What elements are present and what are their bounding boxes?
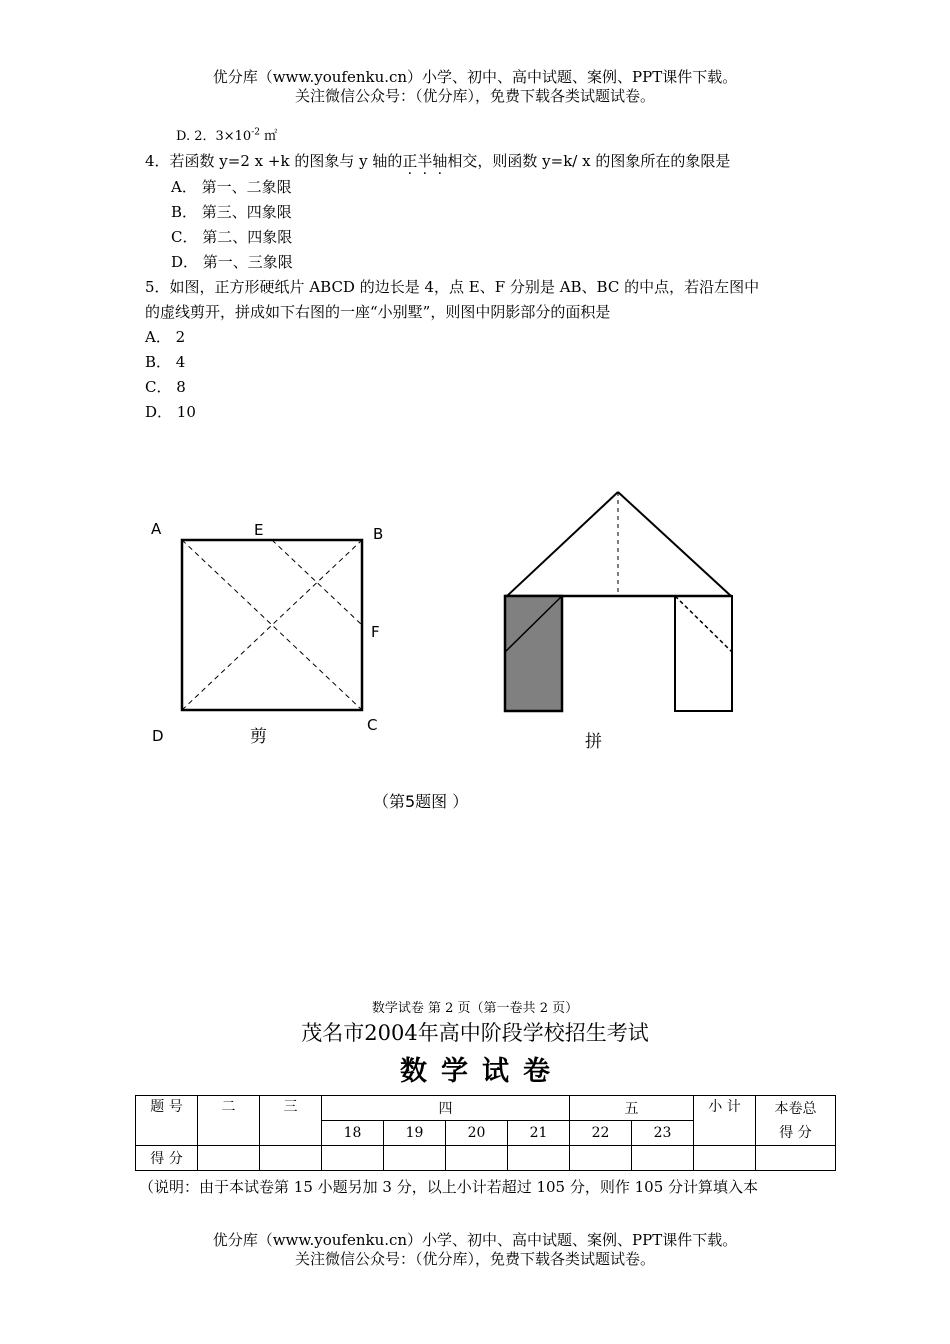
q5-option-a: A． 2: [145, 328, 186, 346]
score-cell[interactable]: [198, 1146, 260, 1171]
right-wall: [675, 596, 732, 711]
header-line-2: 关注微信公众号：（优分库），免费下载各类试题试卷。: [294, 87, 655, 105]
score-note: （说明：由于本试卷第 15 小题另加 3 分，以上小计若超过 105 分，则作 105 分计算填入本: [139, 1178, 759, 1196]
score-cell[interactable]: [508, 1146, 570, 1171]
q4-option-c: C． 第二、四象限: [171, 228, 293, 246]
question-number-cell: 19: [384, 1121, 446, 1146]
label-f: F: [371, 623, 380, 641]
header-total-line-2: 得 分: [779, 1124, 812, 1141]
question-5-line-2: 的虚线剪开，拼成如下右图的一座“小别墅”，则图中阴影部分的面积是: [145, 303, 611, 321]
header-line-1: 优分库（www.youfenku.cn）小学、初中、高中试题、案例、PPT课件下载。: [212, 68, 738, 86]
q3-option-d: [176, 128, 277, 146]
score-cell[interactable]: [570, 1146, 632, 1171]
q4-emphasis-char: 轴: [432, 152, 448, 170]
exam-subject: 数学试卷: [400, 1056, 564, 1087]
q3-unit: ㎡: [264, 129, 278, 144]
score-cell[interactable]: [322, 1146, 384, 1171]
roof-left: [507, 492, 618, 596]
question-5-line-1: 5．如图，正方形硬纸片 ABCD 的边长是 4，点 E、F 分别是 AB、BC 的中点，若沿左图中: [145, 278, 760, 296]
score-table: [135, 1095, 836, 1171]
q5-option-d: D． 10: [145, 403, 196, 421]
score-cell[interactable]: [260, 1146, 322, 1171]
header-part-4: 四: [322, 1096, 570, 1121]
label-c: C: [367, 716, 378, 734]
q5-option-b: B． 4: [145, 353, 186, 371]
score-row-label: 得 分: [136, 1146, 198, 1171]
score-cell[interactable]: [446, 1146, 508, 1171]
q4-option-d: D． 第一、三象限: [171, 253, 293, 271]
caption-cut: 剪: [250, 727, 267, 747]
question-4-stem: [145, 152, 730, 170]
header-part-3: 三: [260, 1096, 322, 1146]
q4-emphasis-char: 半: [417, 152, 433, 170]
header-part-5: 五: [570, 1096, 694, 1121]
question-number-cell: 21: [508, 1121, 570, 1146]
header-total-line-1: 本卷总: [774, 1100, 817, 1117]
right-wall-dash: [675, 596, 732, 652]
page-number-line: 数学试卷 第 2 页（第一卷共 2 页）: [371, 1001, 579, 1016]
exam-title: 茂名市2004年高中阶段学校招生考试: [301, 1021, 649, 1045]
question-number-cell: 23: [632, 1121, 694, 1146]
q4-option-a: A． 第一、二象限: [171, 178, 292, 196]
q3-option-d-text: D. 2．3×10: [176, 129, 252, 144]
question-number-cell: 20: [446, 1121, 508, 1146]
figure-caption: （第5题图 ）: [373, 792, 469, 811]
question-number-cell: 22: [570, 1121, 632, 1146]
score-cell[interactable]: [632, 1146, 694, 1171]
label-b: B: [373, 525, 384, 543]
q5-option-c: C． 8: [145, 378, 186, 396]
question-5-figure: [140, 480, 760, 820]
header-subtotal: 小 计: [694, 1096, 756, 1146]
q3-exponent: -2: [251, 127, 260, 138]
header-total: [756, 1096, 836, 1146]
q4-text-before: 4．若函数 y=2 x +k 的图象与 y 轴的: [145, 152, 403, 170]
score-cell[interactable]: [694, 1146, 756, 1171]
header-tihao: 题 号: [136, 1096, 198, 1146]
roof-right: [618, 492, 731, 596]
label-e: E: [254, 521, 264, 539]
shaded-region: [505, 596, 562, 711]
q4-option-b: B． 第三、四象限: [171, 203, 292, 221]
score-cell[interactable]: [756, 1146, 836, 1171]
label-d: D: [152, 727, 164, 745]
caption-assemble: 拼: [585, 732, 602, 752]
question-number-cell: 18: [322, 1121, 384, 1146]
header-part-2: 二: [198, 1096, 260, 1146]
label-a: A: [151, 520, 162, 538]
q4-emphasis-char: 正: [402, 152, 418, 170]
footer-line-1: 优分库（www.youfenku.cn）小学、初中、高中试题、案例、PPT课件下载。: [212, 1231, 738, 1249]
q4-text-after: 相交，则函数 y=k/ x 的图象所在的象限是: [447, 152, 731, 170]
footer-line-2: 关注微信公众号：（优分库），免费下载各类试题试卷。: [294, 1250, 655, 1268]
score-cell[interactable]: [384, 1146, 446, 1171]
